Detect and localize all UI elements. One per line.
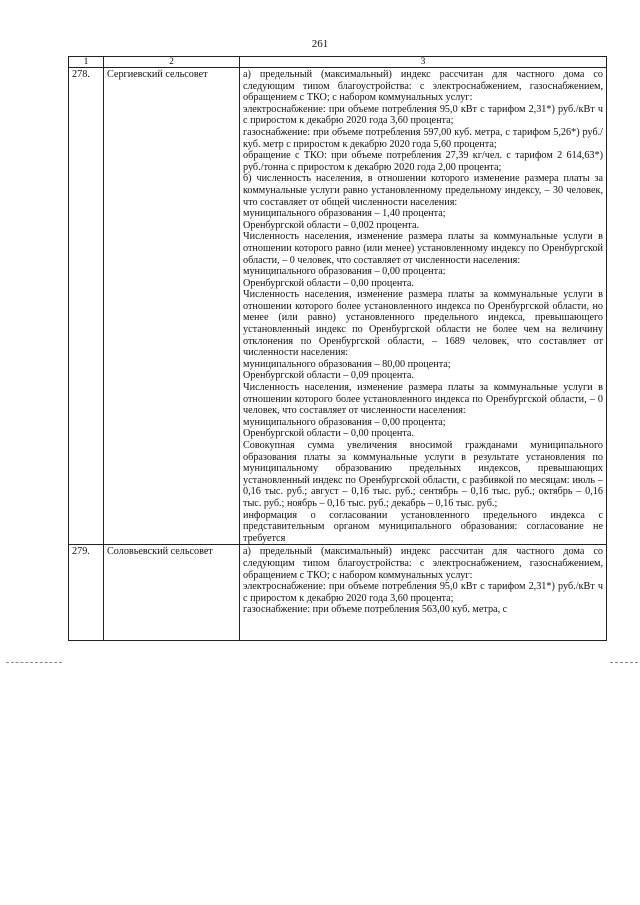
scan-fold-line: [6, 662, 62, 663]
table-row: [69, 68, 607, 545]
paragraph: обращение с ТКО: при объеме потребления 27,39 кг/чел. с тарифом 2 614,63*) руб./тонна с приростом к декабрю 2020 года 2,00 процента;: [243, 150, 603, 173]
paragraph: газоснабжение: при объеме потребления 563,00 куб. метра, с: [243, 604, 508, 616]
paragraph: муниципального образования – 1,40 процента;: [243, 208, 446, 220]
municipality-name: Соловьевский сельсовет: [104, 545, 240, 641]
paragraph: Оренбургской области – 0,00 процента.: [243, 428, 414, 440]
column-header: 1: [69, 57, 104, 68]
table-row: [69, 545, 607, 641]
row-number: 278.: [69, 68, 104, 545]
paragraph: информация о согласовании установленного предельного индекса с представительным органом муниципального образования: согласование не требуется: [243, 509, 603, 544]
tariff-index-table: [68, 56, 607, 641]
paragraph: б) численность населения, в отношении которого изменение размера платы за коммунальные услуги равно установленному предельному индексу, – 30 человек, что составляет от общей численности населения:: [243, 173, 603, 208]
paragraph: муниципального образования – 0,00 процента:: [243, 266, 446, 278]
column-header: 3: [240, 57, 607, 68]
scan-fold-line: [610, 662, 638, 663]
paragraph: электроснабжение: при объеме потребления 95,0 кВт с тарифом 2,31*) руб./кВт ч с приростом к декабрю 2020 года 3,60 процента;: [243, 103, 603, 127]
paragraph: Численность населения, изменение размера платы за коммунальные услуги в отношении которого равно (или менее) установленному индексу по Оренбургской области, – 0 человек, что составляет от численности населения:: [243, 231, 603, 266]
paragraph: газоснабжение: при объеме потребления 597,00 куб. метра, с тарифом 5,26*) руб./куб. метр с приростом к декабрю 2020 года 5,60 процента;: [243, 126, 603, 150]
column-header: 2: [104, 57, 240, 68]
paragraph: Оренбургской области – 0,002 процента.: [243, 219, 420, 231]
municipality-name: Сергиевский сельсовет: [104, 68, 240, 545]
paragraph: электроснабжение: при объеме потребления 95,0 кВт с тарифом 2,31*) руб./кВт ч с приростом к декабрю 2020 года 3,60 процента;: [243, 581, 603, 604]
paragraph: Оренбургской области – 0,09 процента.: [243, 370, 414, 382]
paragraph: а) предельный (максимальный) индекс рассчитан для частного дома со следующим типом благоустройства: с электроснабжением, газоснабжением, обращением с ТКО; с набором коммунальных услуг:: [243, 69, 603, 104]
paragraph: Оренбургской области – 0,00 процента.: [243, 277, 414, 289]
row-description: [240, 545, 607, 641]
column-number-row: [69, 57, 607, 68]
paragraph: муниципального образования – 0,00 процента;: [243, 416, 446, 428]
paragraph: муниципального образования – 80,00 процента;: [243, 358, 451, 370]
page-number: 261: [311, 38, 329, 50]
row-number: 279.: [69, 545, 104, 641]
paragraph: Численность населения, изменение размера платы за коммунальные услуги в отношении которого более установленного индекса по Оренбургской области, но менее (или равно) установленного предельного индекса, превышающего установленный индекс по Оренбургской области не более чем на величину отклонения по Оренбургской области, – 1689 человек, что составляет от численности населения:: [243, 289, 603, 359]
paragraph: Совокупная сумма увеличения вносимой гражданами муниципального образования платы за коммунальные услуги в результате установления по муниципальному образованию предельных индексов, превышающих установленный индекс по Оренбургской области, с разбивкой по месяцам: июль – 0,16 тыс. руб.; август – 0,16 тыс. руб.; сентябрь – 0,16 тыс. руб.; октябрь – 0,16 тыс. руб.; ноябрь – 0,16 тыс. руб.; декабрь – 0,16 тыс. руб.;: [243, 440, 603, 509]
paragraph: а) предельный (максимальный) индекс рассчитан для частного дома со следующим типом благоустройства: с электроснабжением, газоснабжением, обращением с ТКО; с набором коммунальных услуг:: [243, 546, 603, 581]
paragraph: Численность населения, изменение размера платы за коммунальные услуги в отношении которого более установленного индекса по Оренбургской области, – 0 человек, что составляет от численности населения:: [243, 382, 603, 417]
row-description: [240, 68, 607, 545]
